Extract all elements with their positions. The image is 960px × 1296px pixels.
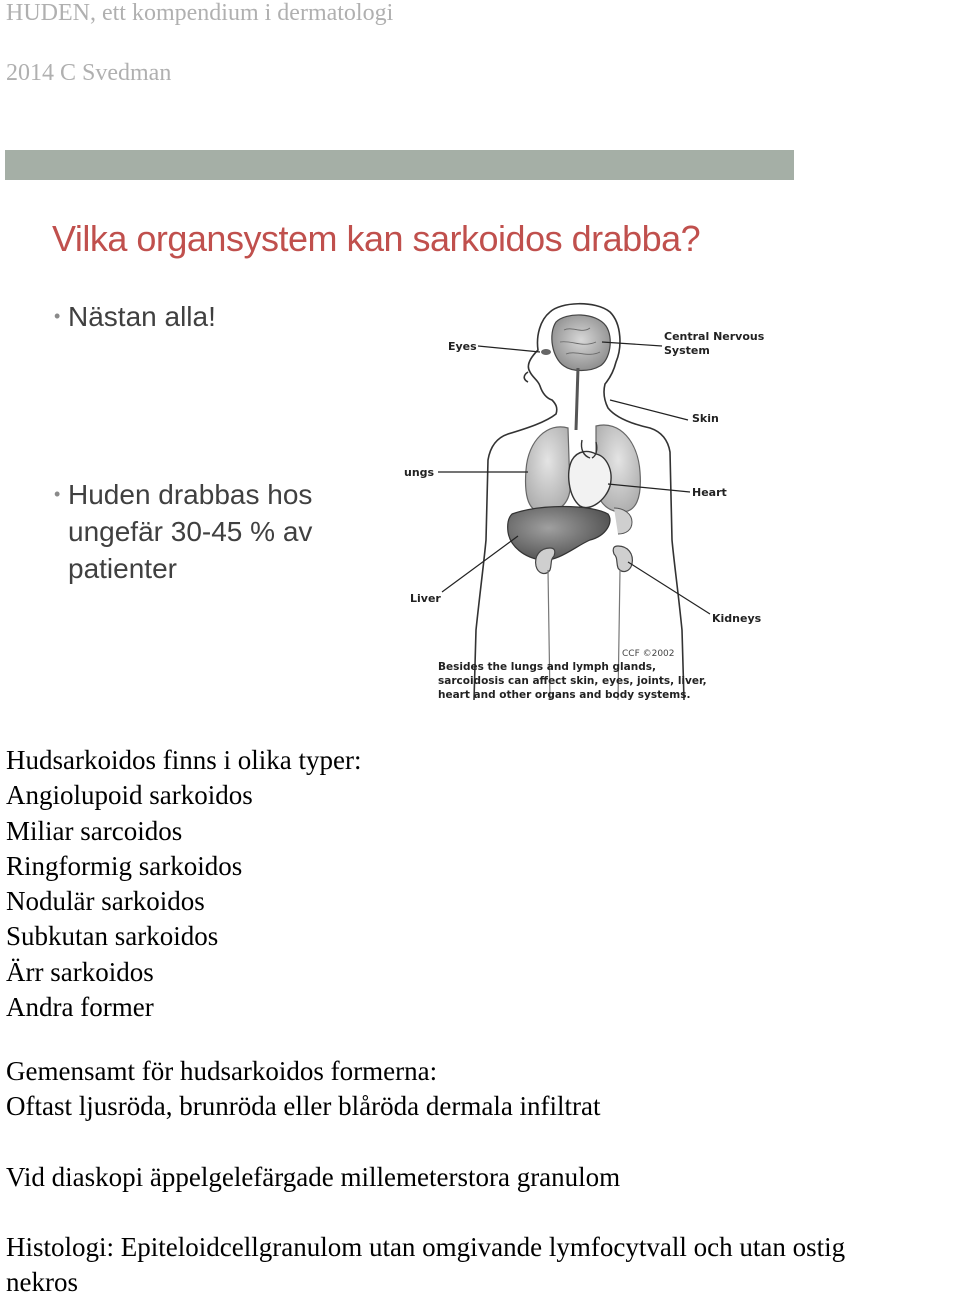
- bullet-dot-icon: •: [54, 484, 61, 504]
- label-lungs: ungs: [404, 466, 435, 479]
- type-item: Andra former: [6, 992, 154, 1023]
- body-illustration: [400, 300, 770, 705]
- label-liver: Liver: [410, 592, 441, 605]
- type-item: Miliar sarcoidos: [6, 815, 183, 846]
- type-item: Subkutan sarkoidos: [6, 921, 219, 952]
- label-cns-line1: Central Nervous: [664, 330, 765, 343]
- slide-title: Vilka organsystem kan sarkoidos drabba?: [52, 218, 701, 259]
- type-item: Nodulär sarkoidos: [6, 886, 205, 917]
- type-item: Ringformig sarkoidos: [6, 850, 243, 881]
- common-line: nekros: [6, 1267, 78, 1296]
- spacer: [6, 1195, 845, 1230]
- label-skin: Skin: [692, 412, 719, 425]
- bullet-dot-icon: •: [54, 306, 61, 326]
- caption-line: Besides the lungs and lymph glands,: [438, 661, 656, 673]
- label-eyes: Eyes: [448, 340, 477, 353]
- slide-header-bar: [5, 150, 794, 180]
- common-line: Vid diaskopi äppelgelefärgade millemeterstora granulom: [6, 1161, 621, 1192]
- caption-line: sarcoidosis can affect skin, eyes, joints, liver,: [438, 675, 707, 687]
- document-title: HUDEN, ett kompendium i dermatologi: [6, 0, 394, 26]
- bullet-item: [54, 476, 384, 587]
- types-heading: Hudsarkoidos finns i olika typer:: [6, 745, 362, 775]
- spacer: [6, 1125, 845, 1160]
- label-kidneys: Kidneys: [712, 612, 762, 625]
- common-features: [6, 1054, 845, 1296]
- type-item: Angiolupoid sarkoidos: [6, 780, 253, 811]
- common-line: Oftast ljusröda, brunröda eller blåröda dermala infiltrat: [6, 1091, 601, 1122]
- label-cns-line2: System: [664, 344, 710, 357]
- common-line: Histologi: Epiteloidcellgranulom utan omgivande lymfocytvall och utan ostig: [6, 1231, 846, 1262]
- anatomy-figure: [400, 300, 770, 705]
- figure-credit: CCF ©2002: [622, 649, 675, 659]
- bullet-text: Nästan alla!: [68, 301, 216, 332]
- skin-sarcoidosis-types: [6, 743, 361, 1025]
- figure-caption: [438, 661, 710, 701]
- common-heading: Gemensamt för hudsarkoidos formerna:: [6, 1056, 438, 1086]
- caption-line: heart and other organs and body systems.: [438, 689, 691, 701]
- type-item: Ärr sarkoidos: [6, 956, 154, 987]
- label-cns: [664, 330, 768, 357]
- document-author: 2014 C Svedman: [6, 60, 172, 86]
- label-heart: Heart: [692, 486, 727, 499]
- bullet-text: Huden drabbas hos ungefär 30-45 % av patienter: [68, 479, 313, 584]
- bullet-item: [54, 298, 216, 335]
